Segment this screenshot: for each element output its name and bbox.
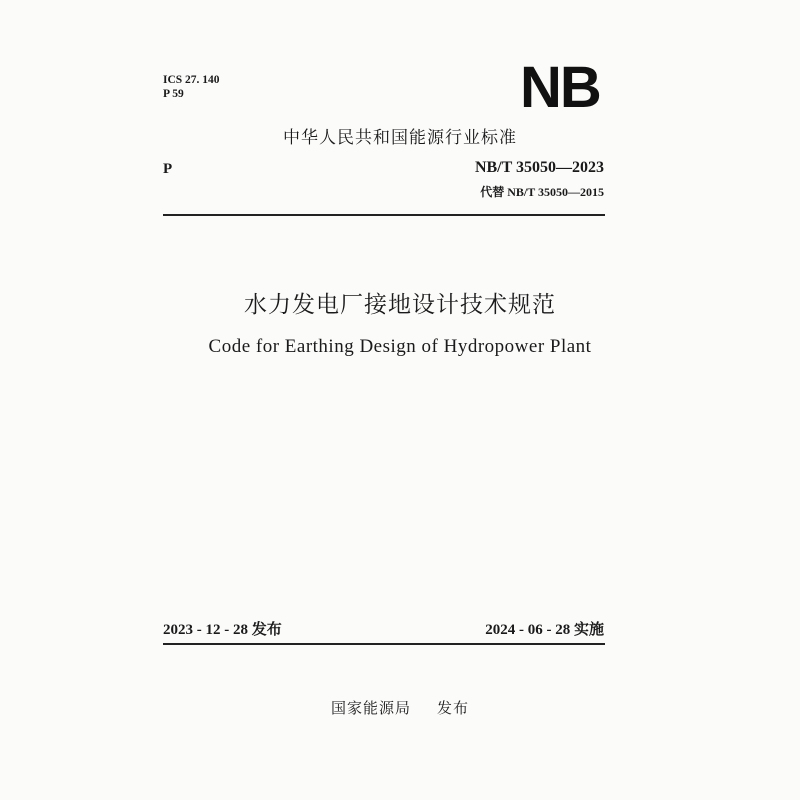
bottom-divider — [163, 643, 605, 645]
publish-date: 2023 - 12 - 28 发布 — [163, 622, 282, 638]
industry-standard-label: 中华人民共和国能源行业标准 — [283, 128, 517, 148]
issuer-action: 发布 — [437, 699, 470, 717]
standard-number: NB/T 35050—2023 — [474, 159, 604, 176]
ics-code: ICS 27. 140 — [163, 74, 220, 86]
title-chinese: 水力发电厂接地设计技术规范 — [244, 292, 556, 318]
issuer-name: 国家能源局 — [330, 699, 411, 717]
category-letter: P — [163, 161, 173, 177]
implementation-date: 2024 - 06 - 28 实施 — [485, 622, 604, 638]
top-divider — [163, 214, 605, 216]
title-english: Code for Earthing Design of Hydropower Plant — [208, 336, 592, 357]
issuer-line — [0, 698, 800, 718]
classification-code: P 59 — [163, 88, 184, 100]
nb-logo: NB — [520, 55, 600, 120]
replaces-standard: 代替 NB/T 35050—2015 — [480, 185, 604, 199]
